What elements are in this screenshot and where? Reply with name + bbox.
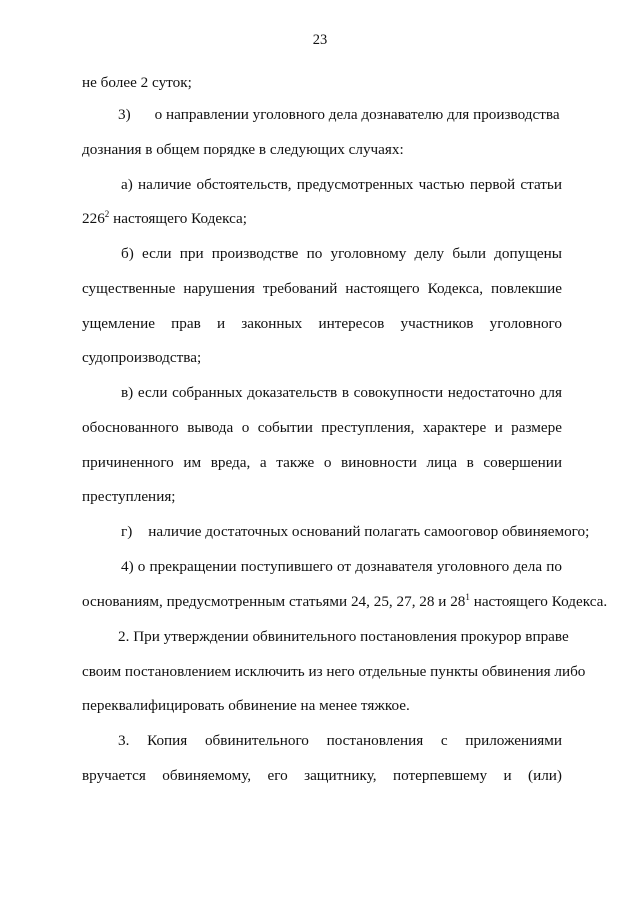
text-line	[82, 592, 608, 611]
text-line: своим постановлением исключить из него отдельные пункты обвинения либо	[82, 663, 586, 680]
item-text: наличие достаточных оснований полагать самооговор обвиняемого;	[148, 523, 590, 540]
article-number: 226	[82, 210, 105, 227]
text-line: существенные нарушения требований настоящего Кодекса, повлекшие	[82, 280, 562, 297]
text-line: б) если при производстве по уголовному делу были допущены	[121, 245, 562, 262]
text-line: в) если собранных доказательств в совокупности недостаточно для	[121, 384, 562, 401]
text-fragment: основаниям, предусмотренным статьями 24, 25, 27, 28 и 28	[82, 593, 466, 610]
text-line: ущемление прав и законных интересов участников уголовного	[82, 315, 562, 332]
text-line: вручается обвиняемому, его защитнику, потерпевшему и (или)	[82, 767, 562, 784]
text-line	[121, 523, 590, 541]
text-line	[82, 210, 562, 228]
text-line: а) наличие обстоятельств, предусмотренных частью первой статьи	[121, 176, 562, 193]
text-fragment: настоящего Кодекса.	[469, 593, 608, 610]
text-line	[118, 106, 562, 124]
text-fragment: настоящего Кодекса;	[109, 210, 247, 227]
page-number: 23	[312, 32, 328, 48]
text-line: судопроизводства;	[82, 349, 202, 366]
text-line: дознания в общем порядке в следующих случаях:	[82, 141, 404, 158]
text-line: 3. Копия обвинительного постановления с приложениями	[118, 732, 562, 749]
superscript: 2	[104, 209, 110, 219]
superscript: 1	[465, 592, 470, 602]
text-line: обоснованного вывода о событии преступления, характере и размере	[82, 419, 562, 436]
text-line: преступления;	[82, 488, 176, 505]
text-line: 4) о прекращении поступившего от дознавателя уголовного дела по	[121, 558, 562, 575]
item-number: 3)	[118, 106, 131, 123]
text-line: причиненного им вреда, а также о виновности лица в совершении	[82, 454, 562, 471]
text-line: не более 2 суток;	[82, 74, 192, 91]
text-line: переквалифицировать обвинение на менее тяжкое.	[82, 697, 410, 714]
item-text: о направлении уголовного дела дознавателю для производства	[154, 106, 560, 123]
item-number: г)	[121, 523, 133, 540]
text-line: 2. При утверждении обвинительного постановления прокурор вправе	[118, 628, 569, 645]
